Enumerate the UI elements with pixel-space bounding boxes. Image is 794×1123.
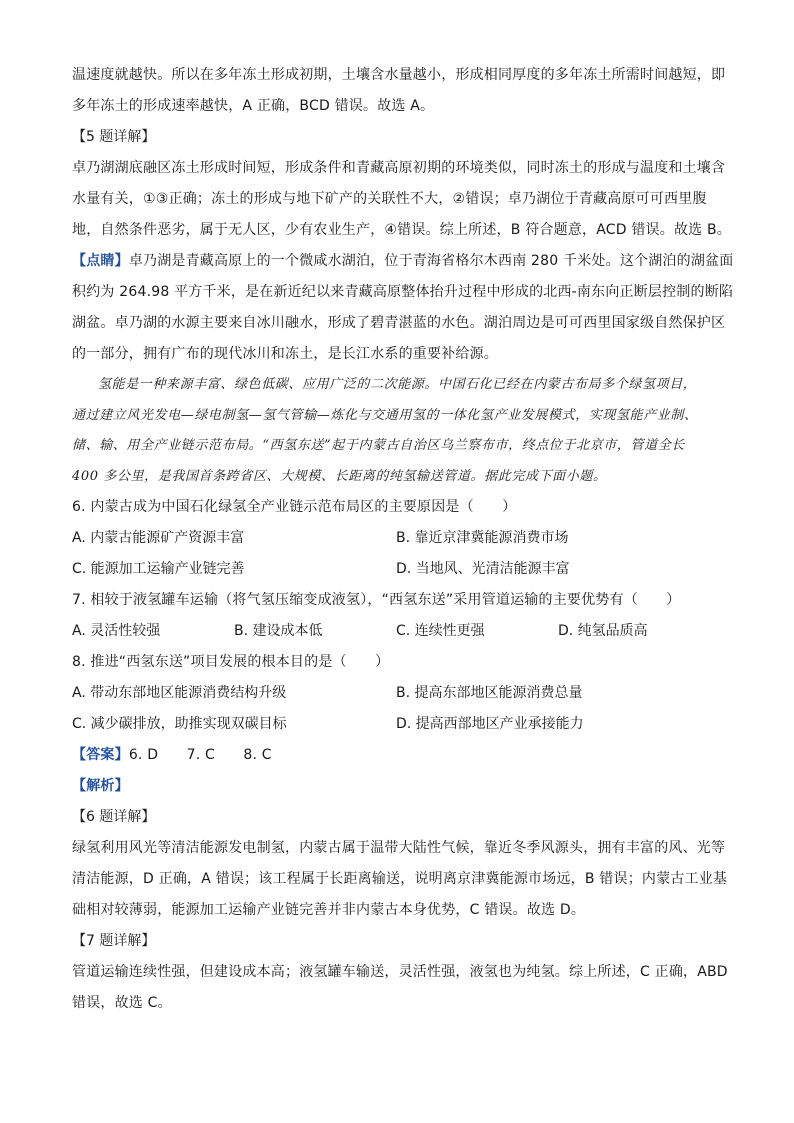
text-line: 管道运输连续性强，但建设成本高；液氢罐车输送，灵活性强，液氢也为纯氢。综上所述，C 正确，ABD <box>72 964 728 980</box>
document-page <box>72 60 734 1019</box>
option-row <box>72 616 722 647</box>
question-stem-8: 8. 推进“西氢东送”项目发展的根本目的是（ ） <box>72 654 390 670</box>
text-line: 湖盆。卓乃湖的水源主要来自冰川融水，形成了碧青湛蓝的水色。湖泊周边是可可西里国家级自然保护区 <box>72 315 726 331</box>
section-header-q5: 【5 题详解】 <box>72 129 156 145</box>
answer-line <box>72 740 722 771</box>
option-row <box>72 554 722 585</box>
text-line: 绿氢利用风光等清洁能源发电制氢，内蒙古属于温带大陆性气候，靠近冬季风源头，拥有丰富的风、光等 <box>72 840 726 856</box>
option-row <box>72 709 722 740</box>
option-a: A. 灵活性较强 <box>72 623 161 639</box>
option-c: C. 能源加工运输产业链完善 <box>72 561 245 577</box>
question-stem-6: 6. 内蒙古成为中国石化绿氢全产业链示范布局区的主要原因是（ ） <box>72 499 517 515</box>
option-b: B. 建设成本低 <box>234 623 323 639</box>
answer-text: 6. D 7. C 8. C <box>128 747 272 763</box>
option-a: A. 内蒙古能源矿产资源丰富 <box>72 530 245 546</box>
tip-first-line <box>72 246 734 277</box>
passage-line: 储、输、用全产业链示范布局。“西氢东送”起于内蒙古自治区乌兰察布市，终点位于北京市，管道全长 <box>72 438 685 453</box>
option-c: C. 连续性更强 <box>396 623 485 639</box>
tip-label: 【点睛】 <box>72 253 129 269</box>
text-line: 地，自然条件恶劣，属于无人区，少有农业生产，④错误。综上所述，B 符合题意，ACD 错误。故选 B。 <box>72 222 731 238</box>
text-line: 多年冻土的形成速率越快，A 正确，BCD 错误。故选 A。 <box>72 98 435 114</box>
passage-line: 通过建立风光发电—绿电制氢—氢气管输—炼化与交通用氢的一体化氢产业发展模式，实现氢能产业制、 <box>72 407 698 423</box>
text-line: 积约为 264.98 平方千米，是在新近纪以来青藏高原整体抬升过程中形成的北西-南东向正断层控制的断陷 <box>72 284 734 300</box>
text-line: 温速度就越快。所以在多年冻土形成初期，土壤含水量越小，形成相同厚度的多年冻土所需时间越短，即 <box>72 67 726 83</box>
question-stem-7: 7. 相较于液氢罐车运输（将气氢压缩变成液氢），“西氢东送”采用管道运输的主要优势有（ ） <box>72 592 681 608</box>
analysis-label: 【解析】 <box>72 778 129 794</box>
option-row <box>72 523 722 554</box>
text-line: 错误，故选 C。 <box>72 995 172 1011</box>
option-d: D. 纯氢品质高 <box>558 623 648 639</box>
option-row <box>72 678 722 709</box>
text-line: 清洁能源，D 正确，A 错误；该工程属于长距离输送，说明离京津冀能源市场远，B 错误；内蒙古工业基 <box>72 871 728 887</box>
text-line: 卓乃湖是青藏高原上的一个微咸水湖泊，位于青海省格尔木西南 280 千米处。这个湖泊的湖盆面 <box>128 253 734 269</box>
option-d: D. 提高西部地区产业承接能力 <box>396 716 584 732</box>
option-b: B. 提高东部地区能源消费总量 <box>396 685 583 701</box>
option-d: D. 当地风、光清洁能源丰富 <box>396 561 570 577</box>
option-a: A. 带动东部地区能源消费结构升级 <box>72 685 287 701</box>
passage-line: 400 多公里，是我国首条跨省区、大规模、长距离的纯氢输送管道。据此完成下面小题。 <box>72 468 607 484</box>
text-line: 水量有关，①③正确；冻土的形成与地下矿产的关联性不大，②错误；卓乃湖位于青藏高原可可西里腹 <box>72 191 707 207</box>
section-header-q6: 【6 题详解】 <box>72 809 156 825</box>
passage-line: 氢能是一种来源丰富、绿色低碳、应用广泛的二次能源。中国石化已经在内蒙古布局多个绿氢项目， <box>98 377 697 392</box>
section-header-q7: 【7 题详解】 <box>72 933 156 949</box>
text-line: 卓乃湖湖底融区冻土形成时间短，形成条件和青藏高原初期的环境类似，同时冻土的形成与温度和土壤含 <box>72 160 726 176</box>
answer-label: 【答案】 <box>72 747 129 763</box>
option-c: C. 减少碳排放，助推实现双碳目标 <box>72 716 287 732</box>
text-line: 础相对较薄弱，能源加工运输产业链完善并非内蒙古本身优势，C 错误。故选 D。 <box>72 902 586 918</box>
option-b: B. 靠近京津冀能源消费市场 <box>396 530 569 546</box>
text-line: 的一部分，拥有广布的现代冰川和冻土，是长江水系的重要补给源。 <box>72 346 498 362</box>
